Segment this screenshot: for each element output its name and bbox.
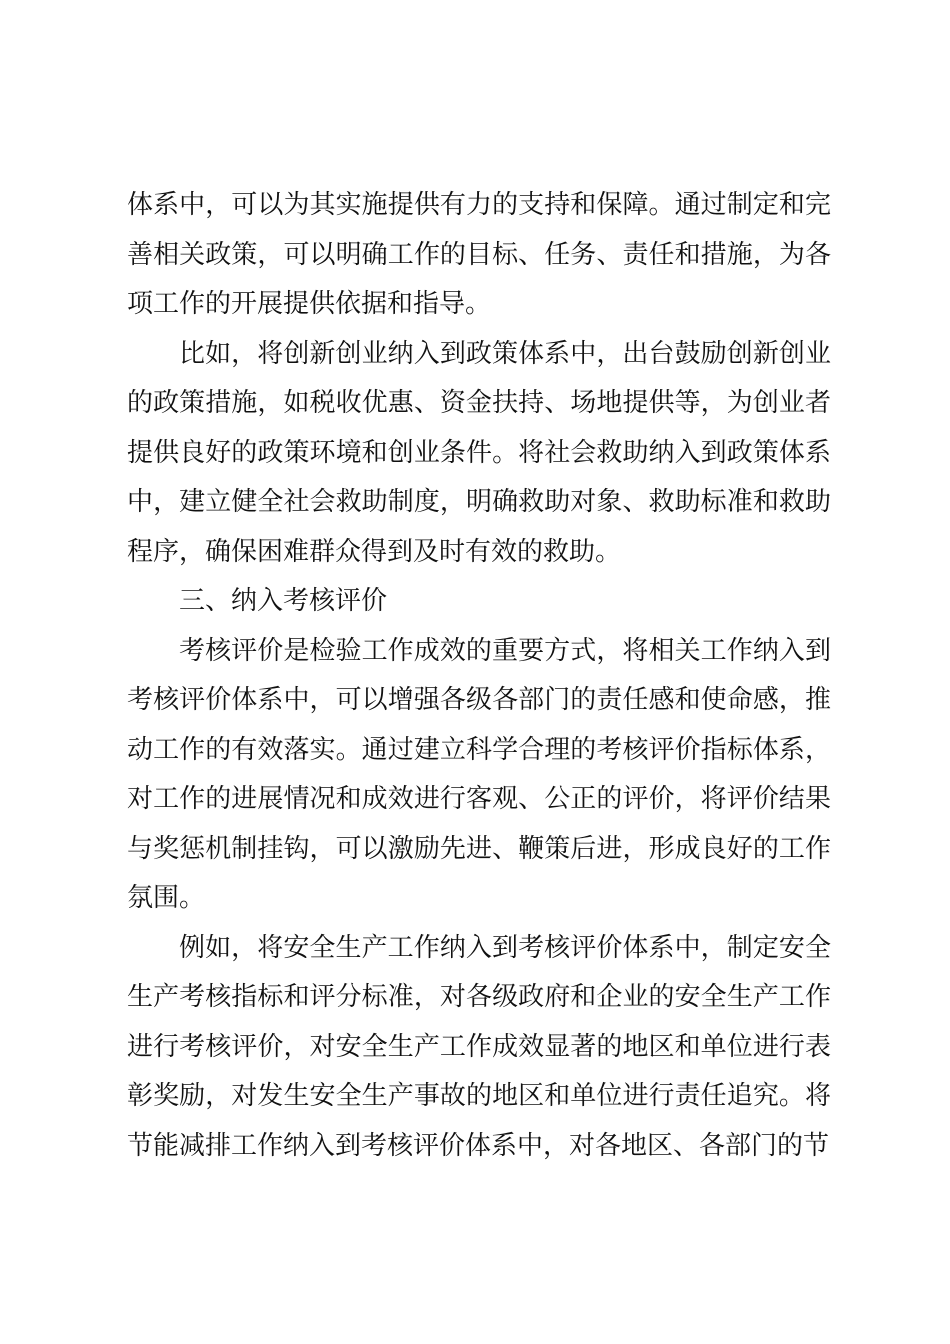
body-paragraph: 考核评价是检验工作成效的重要方式，将相关工作纳入到考核评价体系中，可以增强各级各部门的责任感和使命感，推动工作的有效落实。通过建立科学合理的考核评价指标体系，对工作的进展情况和成效进行客观、公正的评价，将评价结果与奖惩机制挂钩，可以激励先进、鞭策后进，形成良好的工作氛围。 — [127, 635, 831, 913]
section-heading: 三、纳入考核评价 — [179, 586, 388, 616]
continuation-paragraph: 体系中，可以为其实施提供有力的支持和保障。通过制定和完善相关政策，可以明确工作的目标、任务、责任和措施，为各项工作的开展提供依据和指导。 — [127, 190, 831, 319]
body-paragraph: 例如，将安全生产工作纳入到考核评价体系中，制定安全生产考核指标和评分标准，对各级政府和企业的安全生产工作进行考核评价，对安全生产工作成效显著的地区和单位进行表彰奖励，对发生安全生产事故的地区和单位进行责任追究。将节能减排工作纳入到考核评价体系中，对各地区、各部门的节 — [127, 932, 831, 1161]
document-body — [127, 181, 831, 1171]
body-paragraph: 比如，将创新创业纳入到政策体系中，出台鼓励创新创业的政策措施，如税收优惠、资金扶持、场地提供等，为创业者提供良好的政策环境和创业条件。将社会救助纳入到政策体系中，建立健全社会救助制度，明确救助对象、救助标准和救助程序，确保困难群众得到及时有效的救助。 — [127, 338, 831, 567]
